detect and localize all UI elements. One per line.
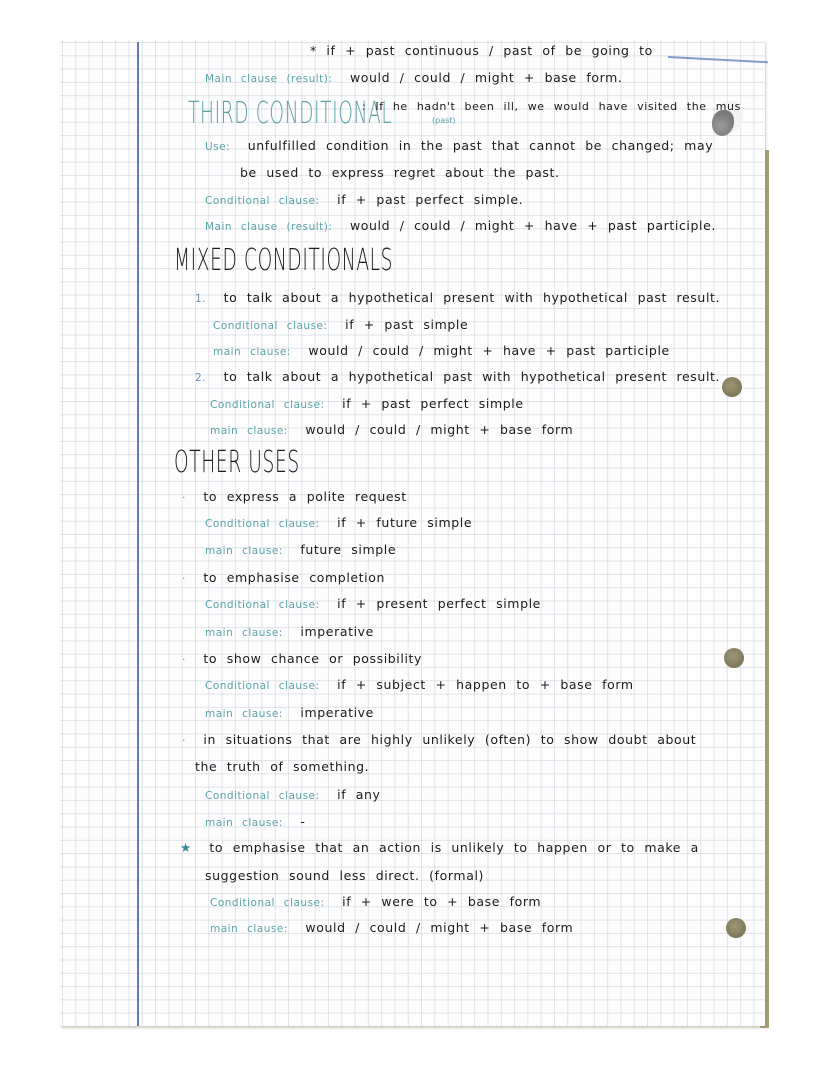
clause-text: would / could / might + base form bbox=[305, 920, 574, 935]
section-heading-third-conditional: THIRD CONDITIONAL bbox=[188, 96, 393, 131]
clause-text: would / could / might + have + past participle bbox=[308, 343, 670, 358]
clause-label: Conditional clause: bbox=[205, 195, 320, 207]
note-line bbox=[205, 787, 381, 802]
clause-label: Conditional clause: bbox=[210, 399, 325, 411]
note-line bbox=[205, 677, 634, 692]
clause-label: main clause: bbox=[210, 425, 288, 437]
item-text: the truth of something. bbox=[195, 759, 370, 774]
note-line bbox=[195, 759, 369, 774]
clause-text: imperative bbox=[300, 624, 374, 639]
bullet-dot: · bbox=[182, 735, 186, 747]
clause-label: Main clause (result): bbox=[205, 221, 333, 233]
item-text: suggestion sound less direct. (formal) bbox=[205, 868, 485, 883]
use-text: be used to express regret about the past. bbox=[240, 165, 560, 180]
note-line bbox=[205, 624, 374, 639]
note-line bbox=[240, 165, 560, 180]
clause-text: if + subject + happen to + base form bbox=[337, 677, 634, 692]
clause-label: Conditional clause: bbox=[205, 599, 320, 611]
item-number: 2. bbox=[195, 372, 207, 384]
item-text: to talk about a hypothetical past with hypothetical present result. bbox=[223, 369, 721, 384]
clause-text: if + past perfect simple. bbox=[337, 192, 524, 207]
clause-label: main clause: bbox=[213, 346, 291, 358]
clause-label: Conditional clause: bbox=[205, 680, 320, 692]
starred-item bbox=[180, 840, 699, 855]
note-line bbox=[205, 705, 374, 720]
clause-text: would / could / might + have + past participle. bbox=[349, 218, 716, 233]
clause-label: Conditional clause: bbox=[213, 320, 328, 332]
note-line bbox=[210, 422, 573, 437]
clause-text: imperative bbox=[300, 705, 374, 720]
numbered-item bbox=[195, 369, 720, 384]
item-text: to express a polite request bbox=[203, 489, 407, 504]
item-text: to show chance or possibility bbox=[203, 651, 423, 666]
clause-text: would / could / might + base form. bbox=[349, 70, 623, 85]
section-heading-other-uses: OTHER USES bbox=[174, 445, 300, 480]
star-icon: ★ bbox=[180, 840, 192, 855]
clause-label: Conditional clause: bbox=[205, 518, 320, 530]
bullet-item bbox=[182, 651, 422, 666]
clause-label: main clause: bbox=[205, 627, 283, 639]
item-number: 1. bbox=[195, 293, 207, 305]
clause-text: if + past simple bbox=[345, 317, 469, 332]
clause-text: if + present perfect simple bbox=[337, 596, 541, 611]
note-line bbox=[210, 396, 524, 411]
clause-label: main clause: bbox=[205, 545, 283, 557]
section-heading-mixed-conditionals: MIXED CONDITIONALS bbox=[174, 243, 394, 278]
note-line bbox=[205, 70, 622, 85]
clause-text: if + future simple bbox=[337, 515, 473, 530]
item-text: in situations that are highly unlikely (often) to show doubt about bbox=[203, 732, 697, 747]
note-line bbox=[310, 43, 653, 58]
note-text: * if + past continuous / past of be going to bbox=[310, 43, 653, 58]
note-line bbox=[210, 894, 541, 909]
use-label: Use: bbox=[205, 141, 231, 153]
item-text: to talk about a hypothetical present with hypothetical past result. bbox=[223, 290, 721, 305]
numbered-item bbox=[195, 290, 720, 305]
clause-text: would / could / might + base form bbox=[305, 422, 574, 437]
clause-label: Conditional clause: bbox=[210, 897, 325, 909]
note-line bbox=[210, 920, 573, 935]
note-line bbox=[205, 138, 713, 153]
bullet-item bbox=[182, 489, 407, 504]
item-text: to emphasise completion bbox=[203, 570, 386, 585]
note-line bbox=[205, 868, 484, 883]
note-line bbox=[205, 218, 716, 233]
clause-label: main clause: bbox=[205, 708, 283, 720]
note-line bbox=[213, 317, 468, 332]
clause-label: main clause: bbox=[205, 817, 283, 829]
bullet-item bbox=[182, 570, 385, 585]
example-text: : If he hadn't been ill, we would have visited the mus bbox=[362, 100, 741, 113]
bullet-item bbox=[182, 732, 696, 747]
note-line bbox=[205, 596, 541, 611]
example-note: (past) bbox=[432, 116, 456, 125]
note-line bbox=[205, 542, 396, 557]
bullet-dot: · bbox=[182, 492, 186, 504]
clause-text: future simple bbox=[300, 542, 397, 557]
bullet-dot: · bbox=[182, 654, 186, 666]
clause-label: Main clause (result): bbox=[205, 73, 333, 85]
note-line bbox=[213, 343, 670, 358]
clause-text: if + past perfect simple bbox=[342, 396, 524, 411]
example-sentence bbox=[362, 100, 741, 113]
clause-label: Conditional clause: bbox=[205, 790, 320, 802]
note-line bbox=[205, 515, 472, 530]
item-text: to emphasise that an action is unlikely to happen or to make a bbox=[209, 840, 699, 855]
clause-text: if any bbox=[337, 787, 381, 802]
clause-label: main clause: bbox=[210, 923, 288, 935]
note-line bbox=[205, 814, 306, 829]
clause-text: if + were to + base form bbox=[342, 894, 542, 909]
bullet-dot: · bbox=[182, 573, 186, 585]
clause-text: - bbox=[300, 814, 306, 829]
note-line bbox=[205, 192, 523, 207]
use-text: unfulfilled condition in the past that cannot be changed; may bbox=[247, 138, 714, 153]
